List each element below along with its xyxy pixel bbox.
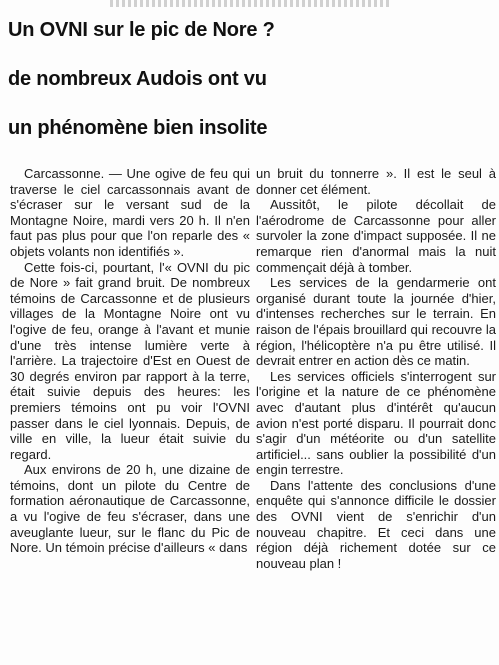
paragraph: Aussitôt, le pilote décollait de l'aérodrome de Carcassonne pour aller survoler la zone d'impact supposée. Il ne remarque rien d'anormal mais la nuit commençait déjà à tomber.: [256, 197, 496, 275]
headline-line-1: Un OVNI sur le pic de Nore ?: [8, 19, 275, 41]
right-column: [256, 166, 496, 571]
paragraph: Dans l'attente des conclusions d'une enquête qui s'annonce difficile le dossier des OVNI vient de s'enrichir d'un nouveau chapitre. Et ceci dans une région déjà richement dotée sur ce nouveau plan !: [256, 477, 496, 571]
left-column: [10, 166, 250, 556]
article-body: [10, 166, 496, 662]
paragraph: Cette fois-ci, pourtant, l'« OVNI du pic de Nore » fait grand bruit. De nombreux témoins de Carcassonne et de plusieurs villages de la Montagne Noire ont vu l'ogive de feu, orange à l'avant et munie d'une très intense lumière verte à l'arrière. La trajectoire d'Est en Ouest de 30 degrés environ par rapport à la terre, était suivie depuis des heures: les premiers témoins ont pu voir l'OVNI passer dans le ciel lyonnais. Depuis, de ville en ville, la lueur était suivie du regard.: [10, 259, 250, 462]
paragraph: un bruit du tonnerre ». Il est le seul à donner cet élément.: [256, 166, 496, 197]
headline-line-2: de nombreux Audois ont vu: [8, 68, 267, 90]
article-headline: [8, 6, 498, 153]
paragraph: Les services officiels s'interrogent sur l'origine et la nature de ce phénomène avec d'autant plus d'intérêt qu'aucun avion n'est porté disparu. Il pourrait donc s'agir d'un météorite ou d'un satellite artificiel... sans oublier la possibilité d'un engin terrestre.: [256, 368, 496, 478]
headline-line-3: un phénomène bien insolite: [8, 117, 268, 139]
paragraph: Les services de la gendarmerie ont organisé durant toute la journée d'hier, d'intenses recherches sur le terrain. En raison de l'épais brouillard qui recouvre la région, l'hélicoptère n'a pu être utilisé. Il devrait entrer en action dès ce matin.: [256, 275, 496, 369]
paragraph: Aux environs de 20 h, une dizaine de témoins, dont un pilote du Centre de formation aéronautique de Carcassonne, a vu l'ogive de feu s'écraser, dans une aveuglante lueur, sur le flanc du Pic de Nore. Un témoin précise d'ailleurs « dans: [10, 462, 250, 556]
paragraph: Carcassonne. — Une ogive de feu qui traverse le ciel carcassonnais avant de s'écraser sur le versant sud de la Montagne Noire, mardi vers 20 h. Il n'en faut pas plus pour que l'on reparle des « objets volants non identifiés ».: [10, 166, 250, 259]
